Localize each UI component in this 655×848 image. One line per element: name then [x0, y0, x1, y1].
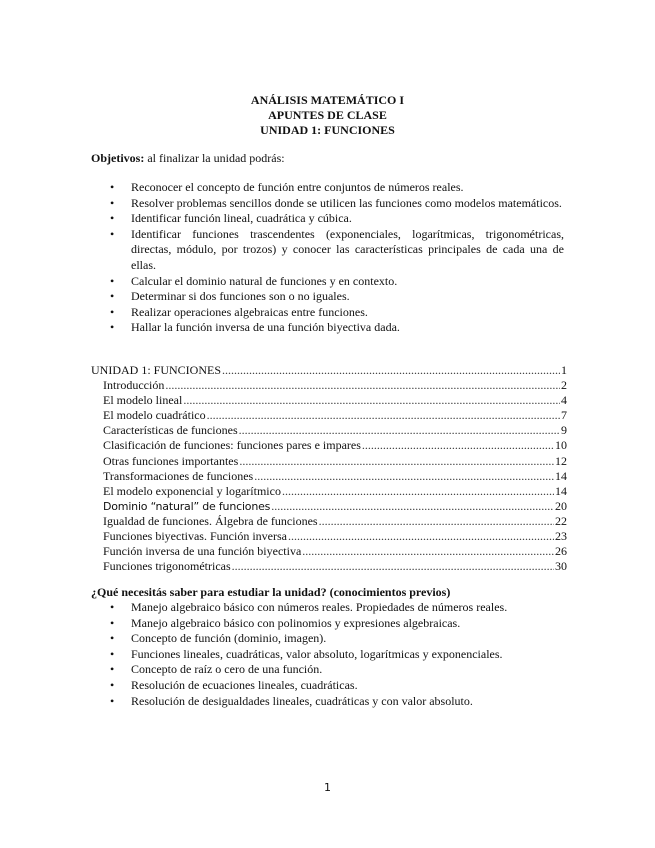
objectives-list: [110, 180, 564, 336]
toc-leader: [207, 408, 560, 423]
objectives-intro-text: al finalizar la unidad podrás:: [144, 151, 285, 165]
toc-leader: [183, 393, 560, 408]
objectives-intro: [91, 151, 285, 166]
toc-entry-page: 23: [555, 529, 567, 544]
prerequisite-item: • Funciones lineales, cuadráticas, valor absoluto, logarítmicas y exponenciales.: [110, 647, 580, 663]
toc-entry[interactable]: [91, 514, 567, 529]
prerequisite-item: • Concepto de raíz o cero de una función.: [110, 662, 580, 678]
toc-entry-title: UNIDAD 1: FUNCIONES: [91, 363, 222, 377]
prerequisite-item: • Manejo algebraico básico con números reales. Propiedades de números reales.: [110, 600, 580, 616]
toc-entry-page: 30: [555, 559, 567, 574]
toc-leader: [165, 378, 560, 393]
page-number: 1: [324, 781, 331, 794]
toc-entry-title: Otras funciones importantes: [103, 453, 239, 468]
objectives-label: Objetivos:: [91, 151, 145, 165]
toc-entry-title: El modelo exponencial y logarítmico: [103, 483, 281, 498]
toc-entry-page: 26: [555, 544, 567, 559]
prerequisite-item: • Concepto de función (dominio, imagen).: [110, 631, 580, 647]
toc-leader: [239, 423, 560, 438]
toc-entry-page: 10: [555, 438, 567, 453]
toc-entry-title: Características de funciones: [103, 423, 238, 438]
toc-entry-page: 12: [555, 453, 567, 468]
toc-entry-title: Función inversa de una función biyectiva: [103, 544, 302, 559]
objective-item: • Calcular el dominio natural de funciones y en contexto.: [110, 274, 564, 290]
document-header: [0, 93, 655, 138]
prerequisites-title: ¿Qué necesitás saber para estudiar la unidad? (conocimientos previos): [91, 585, 451, 599]
course-title: ANÁLISIS MATEMÁTICO I: [250, 93, 405, 107]
toc-leader: [254, 469, 554, 484]
toc-entry[interactable]: [91, 529, 567, 544]
toc-entry-page: 9: [561, 423, 567, 438]
toc-entry[interactable]: [91, 454, 567, 469]
toc-leader: [319, 514, 554, 529]
toc-entry-page: 4: [561, 393, 567, 408]
table-of-contents: [91, 363, 567, 574]
toc-entry-page: 22: [555, 513, 567, 528]
toc-entry-title: Clasificación de funciones: funciones pares e impares: [103, 438, 361, 453]
toc-entry-page: 14: [555, 468, 567, 483]
toc-entry-title: Transformaciones de funciones: [103, 468, 254, 483]
objective-item: • Identificar función lineal, cuadrática y cúbica.: [110, 211, 564, 227]
toc-entry-title: El modelo lineal: [103, 393, 183, 408]
objective-item: • Determinar si dos funciones son o no iguales.: [110, 289, 564, 305]
toc-entry[interactable]: [91, 469, 567, 484]
objective-item: • Hallar la función inversa de una función biyectiva dada.: [110, 320, 564, 336]
toc-entry[interactable]: [91, 408, 567, 423]
toc-entry[interactable]: [91, 393, 567, 408]
toc-entry-page: 7: [561, 408, 567, 423]
objective-item: • Identificar funciones trascendentes (exponenciales, logarítmicas, trigonométricas, directas, módulo, por trozos) y conocer las características principales de cada una de ellas.: [110, 227, 564, 274]
toc-entry[interactable]: [91, 559, 567, 574]
toc-entry[interactable]: [91, 484, 567, 499]
toc-entry[interactable]: [91, 378, 567, 393]
toc-entry-page: 2: [561, 378, 567, 393]
toc-leader: [271, 499, 554, 514]
toc-entry[interactable]: [91, 544, 567, 559]
objective-item: • Resolver problemas sencillos donde se utilicen las funciones como modelos matemáticos.: [110, 196, 564, 212]
toc-leader: [302, 544, 554, 559]
toc-entry-page: 1: [561, 363, 567, 377]
toc-leader: [239, 454, 554, 469]
unit-title: UNIDAD 1: FUNCIONES: [260, 123, 395, 137]
toc-entry-title: El modelo cuadrático: [103, 408, 206, 423]
toc-entry-title: Igualdad de funciones. Álgebra de funciones: [103, 513, 318, 528]
toc-leader: [222, 363, 560, 378]
toc-entry[interactable]: [91, 438, 567, 453]
toc-entry-page: 14: [555, 483, 567, 498]
toc-leader: [288, 529, 554, 544]
toc-entry[interactable]: [91, 499, 567, 514]
notes-subtitle: APUNTES DE CLASE: [268, 108, 387, 122]
toc-entry-title: Funciones trigonométricas: [103, 559, 231, 574]
objective-item: • Reconocer el concepto de función entre conjuntos de números reales.: [110, 180, 564, 196]
toc-entry-title: Funciones biyectivas. Función inversa: [103, 529, 287, 544]
prerequisite-item: • Resolución de ecuaciones lineales, cuadráticas.: [110, 678, 580, 694]
prerequisites-list: [110, 600, 580, 709]
toc-entry-title: Dominio “natural” de funciones: [103, 499, 271, 513]
toc-leader: [282, 484, 554, 499]
prerequisite-item: • Manejo algebraico básico con polinomios y expresiones algebraicas.: [110, 616, 580, 632]
prerequisite-item: • Resolución de desigualdades lineales, cuadráticas y con valor absoluto.: [110, 694, 580, 710]
toc-leader: [232, 559, 554, 574]
objective-item: • Realizar operaciones algebraicas entre funciones.: [110, 305, 564, 321]
toc-entry[interactable]: [91, 363, 567, 378]
toc-leader: [362, 438, 554, 453]
toc-entry[interactable]: [91, 423, 567, 438]
toc-entry-title: Introducción: [103, 378, 165, 393]
toc-entry-page: 20: [555, 498, 567, 513]
